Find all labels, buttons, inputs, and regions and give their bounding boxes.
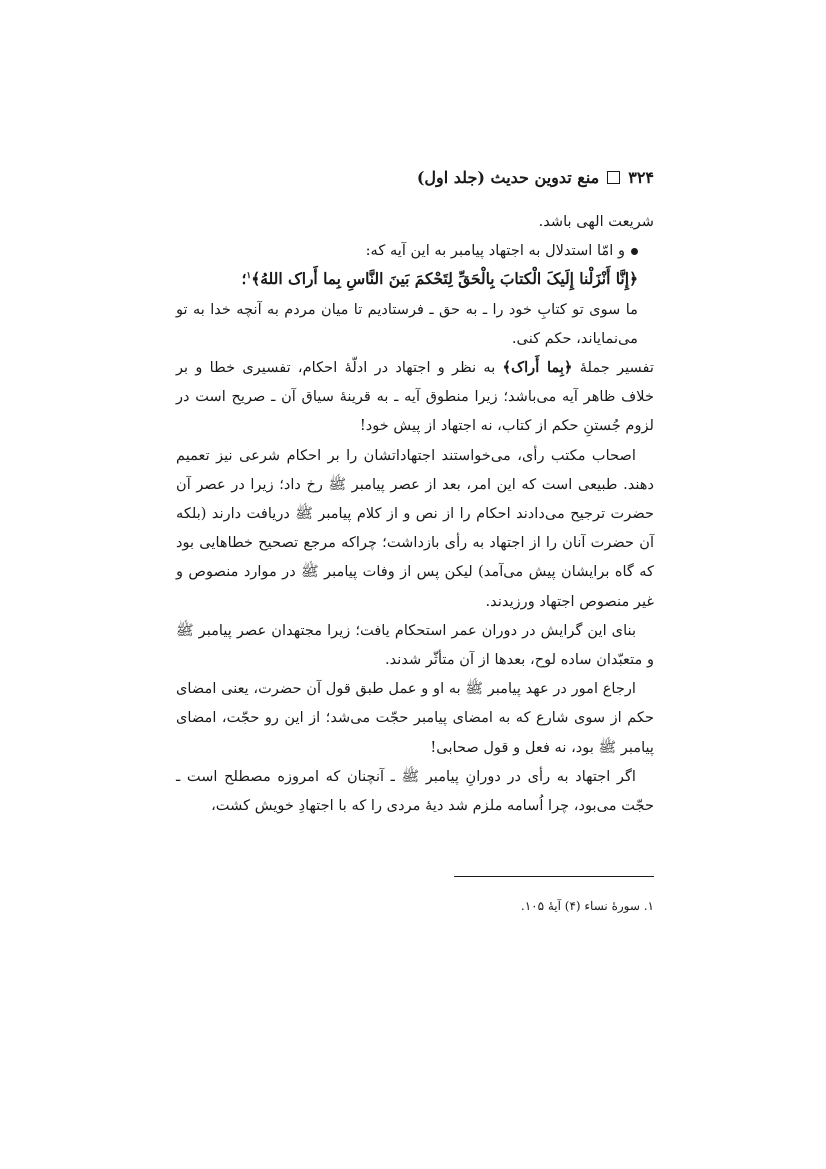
bullet-paragraph bbox=[176, 236, 654, 265]
footnote-divider bbox=[454, 876, 654, 877]
paragraph-4: ارجاع امور در عهد پیامبر ﷺ به او و عمل طبق قول آن حضرت، یعنی امضای حکم از سوی شارع که به امضای پیامبر حجّت می‌شد؛ از این رو حجّت، امضای پیامبر ﷺ بود، نه فعل و قول صحابی! bbox=[176, 680, 654, 756]
book-title: منع تدوین حدیث (جلد اول) bbox=[416, 168, 600, 187]
footnote: ۱. سورهٔ نساء (۴) آیهٔ ۱۰۵. bbox=[520, 899, 654, 913]
paragraph-1-quote: ﴿بِما أَراک﴾ bbox=[502, 359, 573, 377]
verse-punctuation: ؛ bbox=[241, 270, 247, 289]
paragraph-1-rest: به نظر و اجتهاد در ادلّهٔ احکام، تفسیری خطا و بر خلاف ظاهر آیه می‌باشد؛ زیرا منطوق آیه ـ به قرینهٔ سیاق آن ـ صریح است در لزوم جُستنِ حکم از کتاب، نه اجتهاد از پیش خود! bbox=[176, 359, 654, 435]
running-header bbox=[174, 168, 654, 187]
paragraph-2: اصحاب مکتب رأی، می‌خواستند اجتهاداتشان را بر احکام شرعی نیز تعمیم دهند. طبیعی است که این امر، بعد از عصر پیامبر ﷺ رخ داد؛ زیرا در عصر آن حضرت ترجیح می‌دادند احکام را از نص و از کلام پیامبر ﷺ دریافت دارند (بلکه آن حضرت آنان را از اجتهاد به رأی بازداشت؛ چراکه مرجع تصحیح خطاهایی بود که گاه برایشان پیش می‌آمد) لیکن پس از وفات پیامبر ﷺ در موارد منصوص و غیر منصوص اجتهاد ورزیدند. bbox=[176, 446, 654, 610]
verse-translation: ما سوی تو کتابِ خود را ـ به حق ـ فرستادیم تا میان مردم به آنچه خدا به تو می‌نمایاند، حکم کنی. bbox=[176, 300, 638, 347]
page-number: ۳۲۴ bbox=[628, 168, 654, 187]
intro-line: شریعت الهی باشد. bbox=[538, 213, 654, 230]
paragraph-1 bbox=[176, 353, 654, 441]
quran-verse bbox=[176, 265, 654, 294]
paragraph-1-start: تفسیر جملهٔ bbox=[579, 359, 654, 377]
bullet-dot-icon bbox=[631, 248, 638, 255]
paragraph-3: بنای این گرایش در دوران عمر استحکام یافت؛ زیرا مجتهدان عصر پیامبر ﷺ و متعبّدان ساده لوح، بعدها از آن متأثّر شدند. bbox=[176, 621, 654, 669]
verse-text: ﴿إِنَّا أَنْزَلْنا إِلَیکَ الْکتابَ بِالْحَقِّ لِتَحْکمَ بَینَ النَّاسِ بِما أَراک اللهُ﴾ bbox=[251, 270, 638, 289]
square-bullet-icon bbox=[607, 171, 620, 184]
footnote-reference[interactable]: ۱ bbox=[246, 271, 252, 282]
bullet-text: و امّا استدلال به اجتهاد پیامبر به این آیه که: bbox=[365, 242, 625, 260]
main-text bbox=[176, 207, 654, 820]
paragraph-5: اگر اجتهاد به رأی در دورانِ پیامبر ﷺ ـ آنچنان که امروزه مصطلح است ـ حجّت می‌بود، چرا اُسامه ملزم شد دیهٔ مردی را که با اجتهادِ خویش کشت، bbox=[176, 767, 654, 815]
